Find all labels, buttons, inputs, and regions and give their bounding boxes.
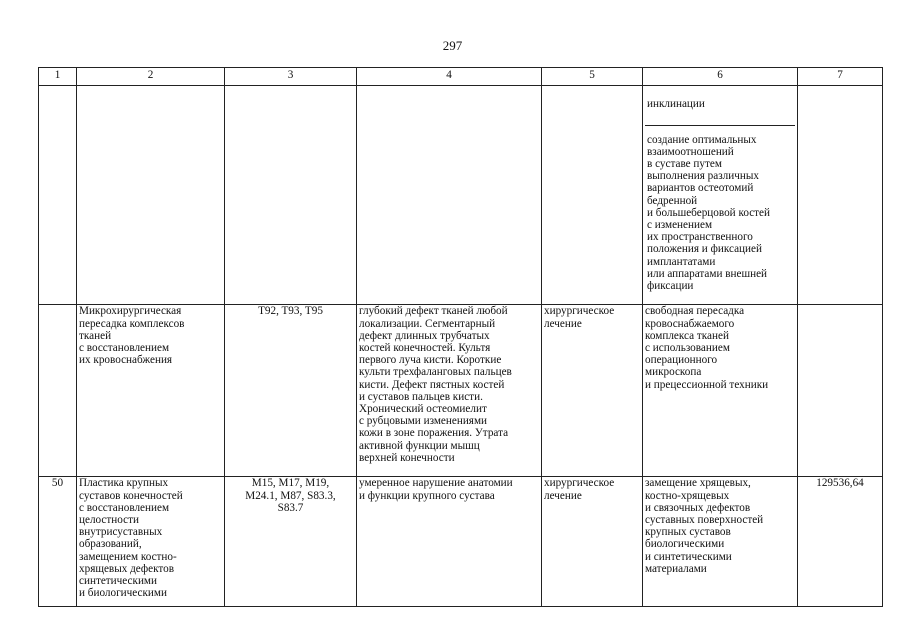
row-number-cell [39, 305, 77, 477]
patient-model-cell: глубокий дефект тканей любой локализации. Сегментарный дефект длинных трубчатых костей конечностей. Культя первого луча кисти. Короткие культи трехфаланговых пальцев кисти. Дефект пястных костей и суставов пальцев кисти. Хронический остеомиелит с рубцовыми изменениями кожи в зоне поражения. Утрата активной функции мышц верхней конечности [357, 305, 542, 477]
column-header-4: 4 [357, 68, 542, 86]
patient-model-cell: умеренное нарушение анатомии и функции крупного сустава [357, 477, 542, 607]
row-number-cell: 50 [39, 477, 77, 607]
column-header-1: 1 [39, 68, 77, 86]
diagnosis-codes-cell: M15, M17, M19, M24.1, M87, S83.3, S83.7 [225, 477, 357, 607]
table-row [39, 305, 883, 477]
column-header-2: 2 [77, 68, 225, 86]
column-header-5: 5 [542, 68, 643, 86]
service-name-cell: Пластика крупных суставов конечностей с восстановлением целостности внутрисуставных образований, замещением костно- хрящевых дефектов синтетическими и биологическими [77, 477, 225, 607]
treatment-method-cell: замещение хрящевых, костно-хрящевых и связочных дефектов суставных поверхностей крупных суставов биологическими и синтетическими материалами [643, 477, 798, 607]
cost-cell: 129536,64 [798, 477, 883, 607]
service-name-cell: Микрохирургическая пересадка комплексов тканей с восстановлением их кровоснабжения [77, 305, 225, 477]
page-number: 297 [442, 38, 463, 53]
row-number-cell [39, 86, 77, 305]
treatment-method-continuation: инклинации [647, 98, 705, 111]
treatment-type-cell: хирургическое лечение [542, 477, 643, 607]
cost-cell [798, 86, 883, 305]
treatment-method-text: создание оптимальных взаимоотношений в суставе путем выполнения различных вариантов остеотомий бедренной и большеберцовой костей с изменением их пространственного положения и фиксацией имплантатами или аппаратами внешней фиксации [645, 125, 795, 293]
treatment-type-cell: хирургическое лечение [542, 305, 643, 477]
column-header-7: 7 [798, 68, 883, 86]
table-row [39, 86, 883, 305]
treatment-method-cell [643, 86, 798, 305]
column-header-3: 3 [225, 68, 357, 86]
treatment-method-cell: свободная пересадка кровоснабжаемого комплекса тканей с использованием операционного микроскопа и прецессионной техники [643, 305, 798, 477]
patient-model-cell [357, 86, 542, 305]
table-row [39, 477, 883, 607]
diagnosis-codes-cell: T92, T93, T95 [225, 305, 357, 477]
treatment-type-cell [542, 86, 643, 305]
cost-cell [798, 305, 883, 477]
table-header-row [39, 68, 883, 86]
column-header-6: 6 [643, 68, 798, 86]
diagnosis-codes-cell [225, 86, 357, 305]
services-table [38, 67, 883, 607]
service-name-cell [77, 86, 225, 305]
